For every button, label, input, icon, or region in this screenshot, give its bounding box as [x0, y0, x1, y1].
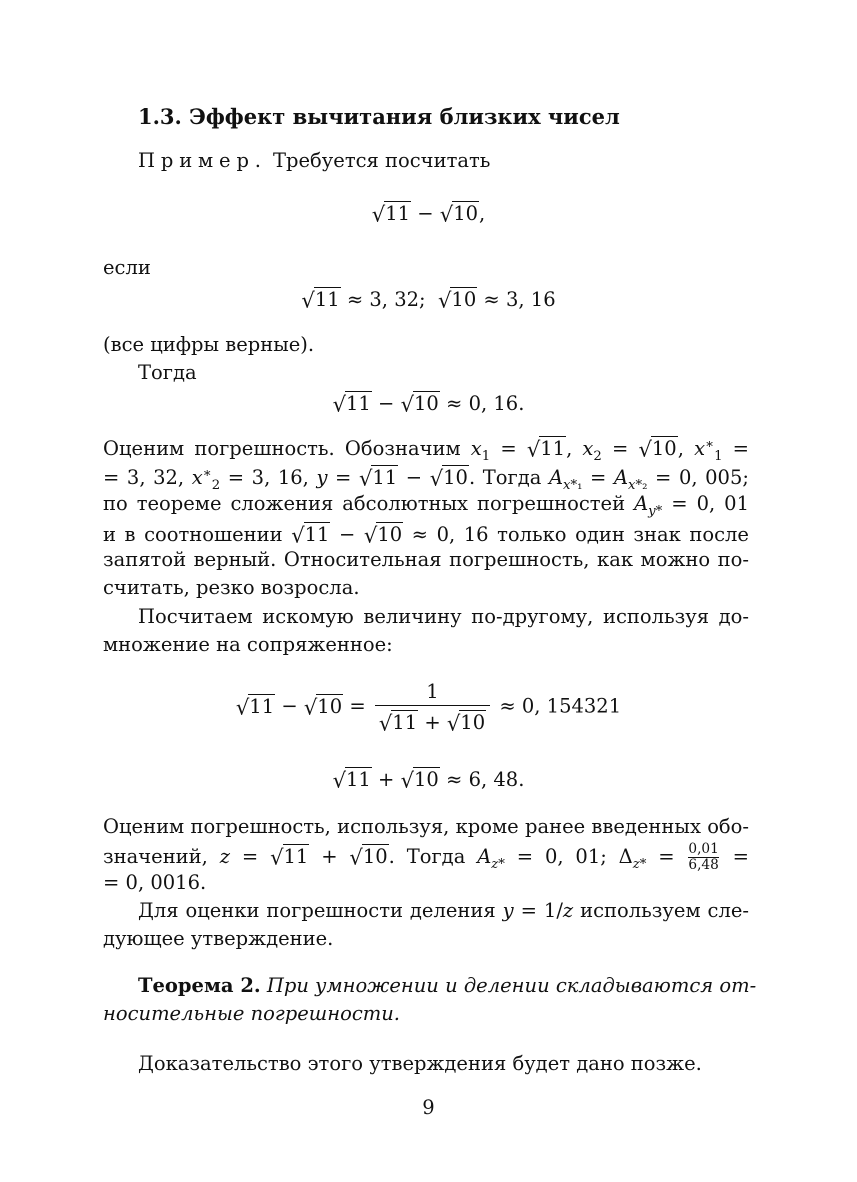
para4-line1: Для оценки погрешности деления y = 1/z используем сле- [138, 899, 749, 922]
para3-line1: Оценим погрешность, используя, кроме ранее введенных обо- [103, 815, 749, 838]
para1-line6: считать, резко возросла. [103, 576, 360, 599]
para2-line2: множение на сопряженное: [103, 633, 393, 656]
para2-line1: Посчитаем искомую величину по-другому, используя до- [138, 605, 749, 628]
para1-line3: по теореме сложения абсолютных погрешностей $A_{y*} = 0$, 01 [103, 492, 749, 519]
page-number: 9 [422, 1096, 435, 1119]
example-label: Пример. [138, 149, 267, 172]
formula-approximations: √11 ≈ 3, 32; √10 ≈ 3, 16 [301, 287, 556, 313]
then-word: Тогда [138, 361, 197, 384]
para3-line2: значений, z = √11 + √10. Тогда $A_{z*} = 0$, 01; $\Delta_{z*}$ = $\frac{0,01}{6,48}$ = [103, 841, 749, 873]
formula-difference: √11 − √10, [371, 201, 486, 227]
para1-line1: Оценим погрешность. Обозначим $x_1 = √11$, $x_2 = √10$, $x^∗_1$ = [103, 436, 749, 464]
formula-difference-value: √11 − √10 ≈ 0, 16. [332, 391, 525, 417]
para1-line5: запятой верный. Относительная погрешность, как можно по- [103, 548, 749, 571]
para4-line2: дующее утверждение. [103, 927, 334, 950]
para3-line3: = 0, 0016. [103, 871, 207, 894]
para1-line2: = 3, 32, $x^∗_2 = 3$, 16, y = √11 − √10. Тогда $A_{x*_1} = A_{x*_2} = 0$, 005; [103, 465, 749, 493]
theorem-line2: носительные погрешности. [103, 1002, 400, 1025]
example-text: Требуется посчитать [273, 149, 491, 172]
para1-line4: и в соотношении √11 − √10 ≈ 0, 16 только один знак после [103, 522, 749, 548]
proof-note: Доказательство этого утверждения будет дано позже. [138, 1052, 702, 1075]
theorem-line1: Теорема 2. При умножении и делении складываются от- [138, 974, 757, 997]
formula-conjugate: √11 − √10 = $\frac{1}{√11 + √10}$ ≈ 0, 154321 [235, 680, 622, 736]
word-if: если [103, 256, 151, 279]
conjugate-fraction: $\frac{1}{√11 + √10}$ [375, 682, 490, 732]
section-heading: 1.3. Эффект вычитания близких чисел [138, 104, 620, 129]
example-intro [138, 151, 490, 171]
theorem-label: Теорема 2. [138, 974, 261, 997]
all-digits-note: (все цифры верные). [103, 333, 315, 356]
formula-sum: √11 + √10 ≈ 6, 48. [332, 767, 525, 793]
delta-fraction: $\frac{0,01}{6,48}$ [688, 841, 719, 873]
